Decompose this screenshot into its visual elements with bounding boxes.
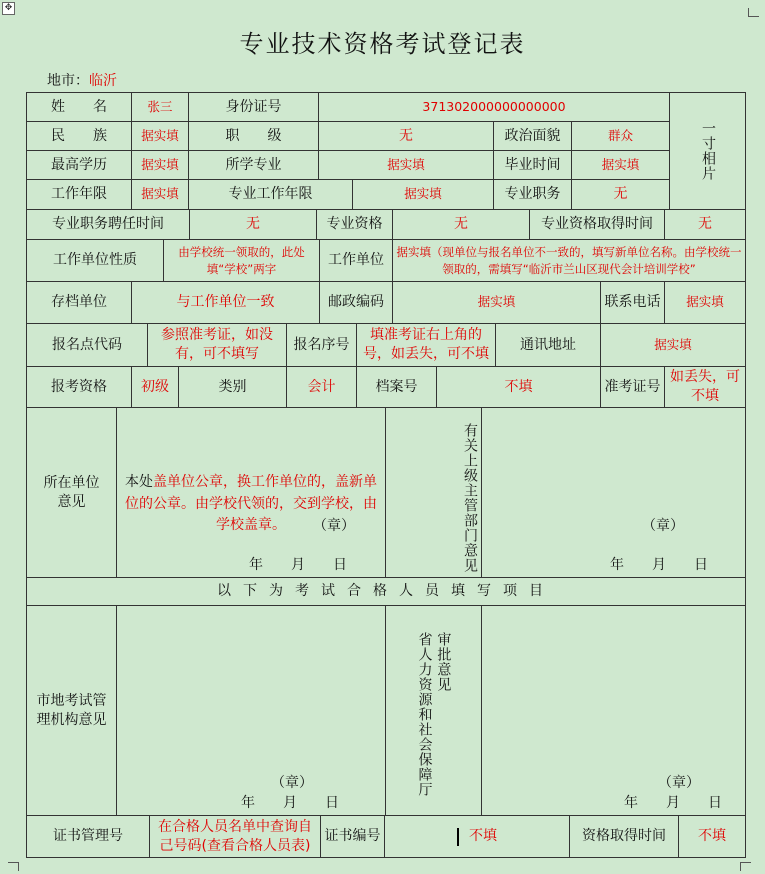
unit-date: 年 月 日 xyxy=(249,557,347,573)
admit-value[interactable]: 如丢失，可不填 xyxy=(664,366,746,408)
city-exam-box[interactable] xyxy=(116,605,386,816)
province-label xyxy=(385,605,482,816)
appoint-time-label: 专业职务聘任时间 xyxy=(26,209,190,240)
qualification-label: 专业资格 xyxy=(316,209,393,240)
section-title: 以下为考试合格人员填写项目 xyxy=(26,577,746,606)
exam-qual-label: 报考资格 xyxy=(26,366,132,408)
superior-seal: （章） xyxy=(642,518,684,534)
unit-seal: （章） xyxy=(313,518,355,534)
unit-opinion-note-red: 盖单位公章，换工作单位的，盖新单位的公章。由学校代领的，交到学校，由学校盖章。 xyxy=(125,474,377,534)
qual-time-value[interactable]: 无 xyxy=(664,209,746,240)
job-title-value[interactable]: 无 xyxy=(318,121,494,151)
unit-nature-label: 工作单位性质 xyxy=(26,239,164,282)
grad-time-label: 毕业时间 xyxy=(493,150,572,180)
unit-nature-value[interactable]: 由学校统一领取的，此处填“学校”两字 xyxy=(163,239,320,282)
political-value[interactable]: 群众 xyxy=(571,121,670,151)
site-code-value[interactable]: 参照准考证，如没有，可不填写 xyxy=(147,323,287,367)
province-box[interactable] xyxy=(481,605,746,816)
cert-no-value[interactable] xyxy=(384,815,570,858)
appoint-time-value[interactable]: 无 xyxy=(189,209,317,240)
city-exam-label: 市地考试管理机构意见 xyxy=(26,605,117,816)
category-value[interactable]: 会计 xyxy=(286,366,357,408)
province-label-line1: 省人力资源和社会保障厅 xyxy=(416,632,433,797)
province-label-line2: 审批意见 xyxy=(435,632,452,692)
serial-label: 报名序号 xyxy=(286,323,357,367)
name-label: 姓 名 xyxy=(26,92,132,122)
political-label: 政治面貌 xyxy=(493,121,572,151)
unit-value[interactable]: 据实填（现单位与报名单位不一致的，填写新单位名称。由学校统一领取的，需填写“临沂市兰山区现代会计培训学校” xyxy=(392,239,746,282)
cert-no-label: 证书编号 xyxy=(320,815,385,858)
category-label: 类别 xyxy=(178,366,287,408)
education-value[interactable]: 据实填 xyxy=(131,150,189,180)
unit-opinion-label: 所在单位意见 xyxy=(26,407,117,578)
work-years-value[interactable]: 据实填 xyxy=(131,179,189,210)
postcode-value[interactable]: 据实填 xyxy=(392,281,601,324)
obtain-time-label: 资格取得时间 xyxy=(569,815,679,858)
city-date: 年 月 日 xyxy=(241,795,339,811)
city-label: 地市： xyxy=(47,73,89,89)
cert-mgmt-value[interactable]: 在合格人员名单中查询自己号码(查看合格人员表) xyxy=(149,815,321,858)
unit-label: 工作单位 xyxy=(319,239,393,282)
table-move-handle-icon[interactable]: ✥ xyxy=(2,2,15,15)
superior-opinion-box[interactable] xyxy=(481,407,746,578)
qual-time-label: 专业资格取得时间 xyxy=(529,209,665,240)
file-no-value[interactable]: 不填 xyxy=(436,366,601,408)
page-title: 专业技术资格考试登记表 xyxy=(239,30,526,58)
file-no-label: 档案号 xyxy=(356,366,437,408)
superior-opinion-label: 有关上级主管部门意见 xyxy=(385,407,482,578)
unit-opinion-note-plain: 本处 xyxy=(125,474,153,490)
obtain-time-value[interactable]: 不填 xyxy=(678,815,746,858)
city-line xyxy=(47,70,117,90)
qualification-value[interactable]: 无 xyxy=(392,209,530,240)
province-seal: （章） xyxy=(658,775,700,791)
exam-qual-value[interactable]: 初级 xyxy=(131,366,179,408)
text-cursor xyxy=(457,828,459,846)
page-corner-mark-icon xyxy=(748,8,759,17)
phone-value[interactable]: 据实填 xyxy=(664,281,746,324)
address-value[interactable]: 据实填 xyxy=(600,323,746,367)
job-title-label: 职 级 xyxy=(188,121,319,151)
prof-years-value[interactable]: 据实填 xyxy=(352,179,494,210)
page-corner-mark-icon xyxy=(8,862,19,871)
city-seal: （章） xyxy=(271,775,313,791)
archive-unit-label: 存档单位 xyxy=(26,281,132,324)
cert-mgmt-label: 证书管理号 xyxy=(26,815,150,858)
serial-value[interactable]: 填准考证右上角的号，如丢失，可不填 xyxy=(356,323,496,367)
prof-years-label: 专业工作年限 xyxy=(188,179,353,210)
work-years-label: 工作年限 xyxy=(26,179,132,210)
major-value[interactable]: 据实填 xyxy=(318,150,494,180)
admit-label: 准考证号 xyxy=(600,366,665,408)
unit-opinion-box[interactable] xyxy=(116,407,386,578)
site-code-label: 报名点代码 xyxy=(26,323,148,367)
archive-unit-value[interactable]: 与工作单位一致 xyxy=(131,281,320,324)
ethnicity-label: 民 族 xyxy=(26,121,132,151)
grad-time-value[interactable]: 据实填 xyxy=(571,150,670,180)
postcode-label: 邮政编码 xyxy=(319,281,393,324)
prof-post-label: 专业职务 xyxy=(493,179,572,210)
superior-date: 年 月 日 xyxy=(610,557,708,573)
province-date: 年 月 日 xyxy=(624,795,722,811)
name-value[interactable]: 张三 xyxy=(131,92,189,122)
photo-box: 一寸相片 xyxy=(669,92,746,210)
page-corner-mark-icon xyxy=(740,862,751,871)
city-value: 临沂 xyxy=(89,73,117,89)
prof-post-value[interactable]: 无 xyxy=(571,179,670,210)
address-label: 通讯地址 xyxy=(495,323,601,367)
education-label: 最高学历 xyxy=(26,150,132,180)
major-label: 所学专业 xyxy=(188,150,319,180)
ethnicity-value[interactable]: 据实填 xyxy=(131,121,189,151)
phone-label: 联系电话 xyxy=(600,281,665,324)
cert-no-value-text: 不填 xyxy=(469,828,497,845)
id-label: 身份证号 xyxy=(188,92,319,122)
id-value[interactable]: 371302000000000000 xyxy=(318,92,670,122)
